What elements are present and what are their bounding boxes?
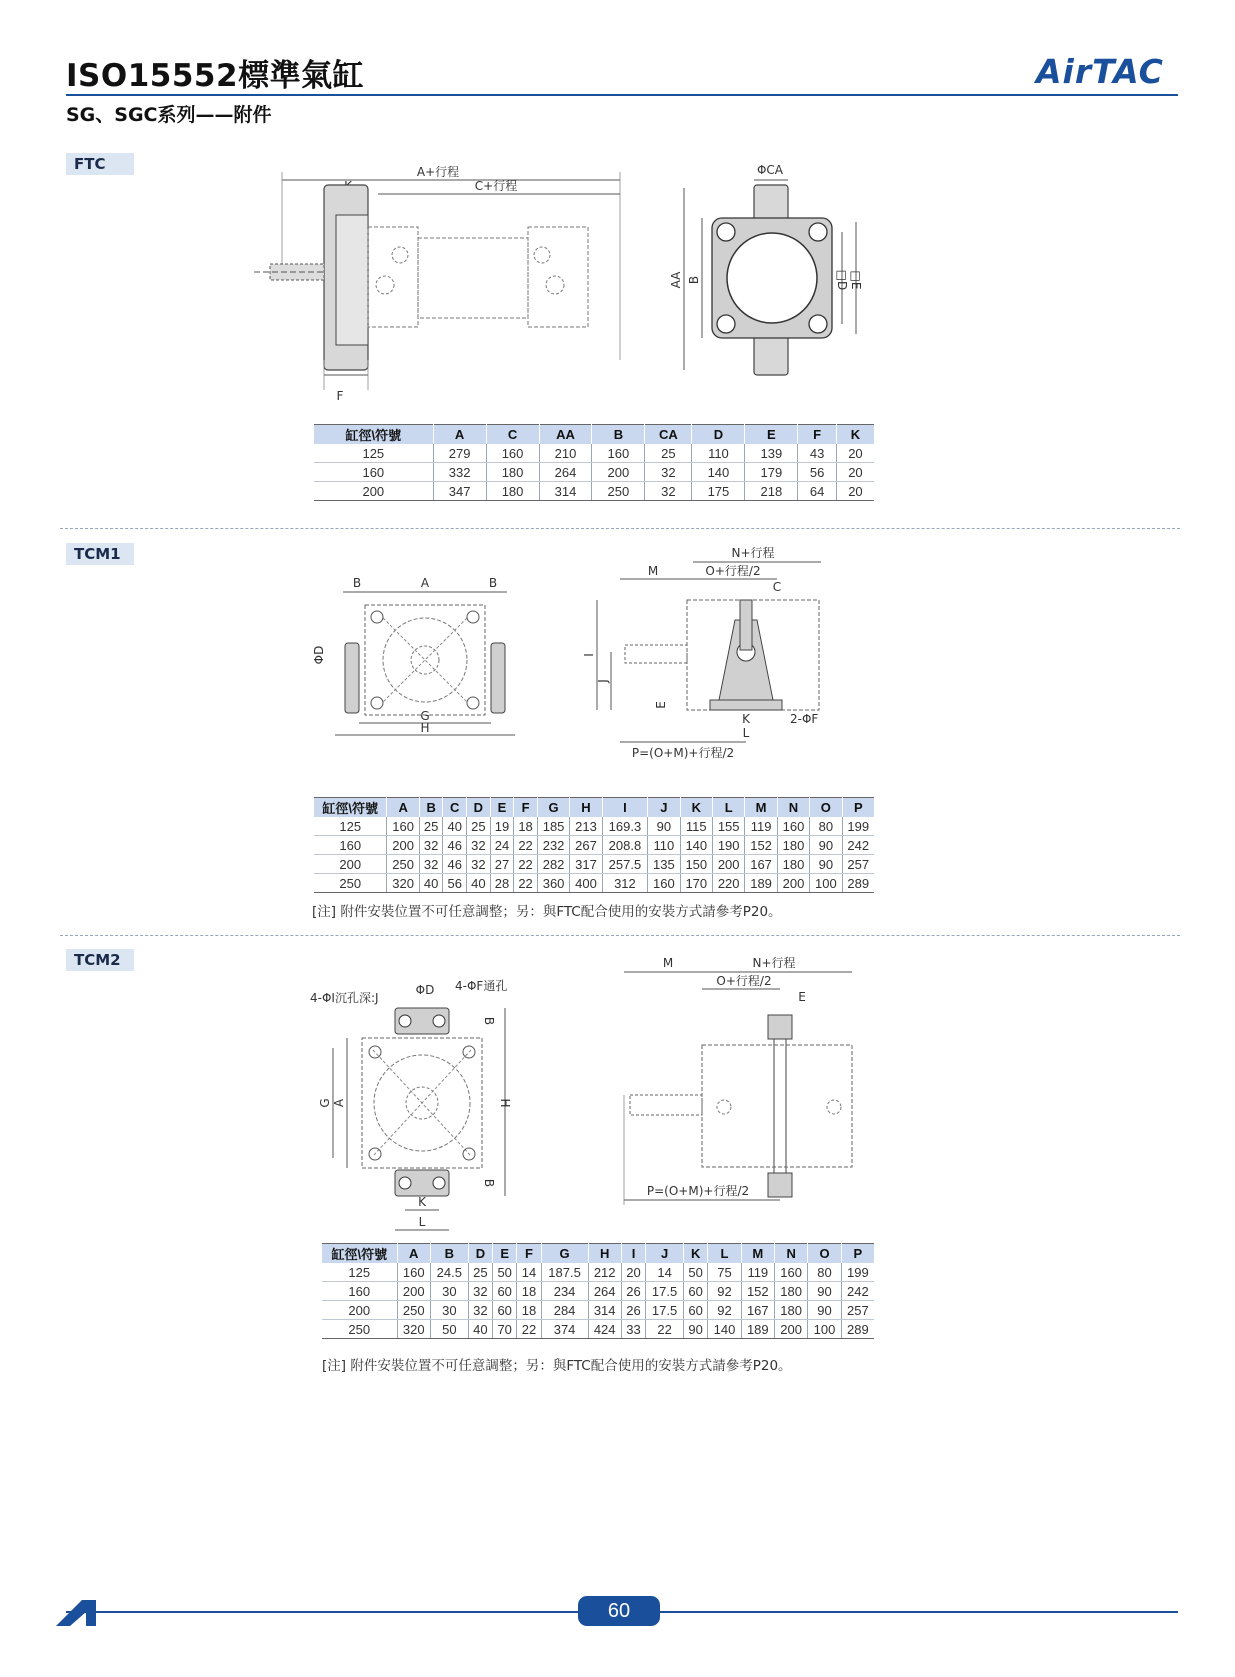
table-cell: 218 <box>745 482 798 501</box>
ftc-header-cell: A <box>433 425 486 445</box>
ftc-header-cell: 缸徑\符號 <box>314 425 433 445</box>
table-cell: 314 <box>539 482 592 501</box>
table-cell: 40 <box>467 874 491 893</box>
table-cell: 347 <box>433 482 486 501</box>
table-cell: 56 <box>443 874 467 893</box>
ftc-dim-f: F <box>336 389 344 403</box>
table-cell: 100 <box>808 1320 841 1339</box>
tcm2-header-cell: L <box>708 1244 741 1264</box>
table-cell: 180 <box>774 1301 807 1320</box>
table-cell: 125 <box>314 817 387 836</box>
tcm1-header-cell: G <box>537 798 569 818</box>
table-cell: 160 <box>486 444 539 463</box>
table-cell: 90 <box>808 1282 841 1301</box>
ftc-dim-e: □E <box>849 270 863 290</box>
table-cell: 185 <box>537 817 569 836</box>
ftc-header-cell: AA <box>539 425 592 445</box>
table-cell: 60 <box>684 1282 708 1301</box>
table-cell: 424 <box>588 1320 621 1339</box>
tcm2-header-cell: M <box>741 1244 774 1264</box>
header-rule <box>66 94 1178 96</box>
table-cell: 30 <box>430 1282 468 1301</box>
table-cell: 257 <box>842 855 874 874</box>
table-cell: 18 <box>517 1282 541 1301</box>
tcm2-dim-b-top: B <box>482 1016 496 1026</box>
table-cell: 242 <box>842 836 874 855</box>
tcm2-header-cell: 缸徑\符號 <box>322 1244 397 1264</box>
table-cell: 150 <box>680 855 712 874</box>
tcm2-note: [注] 附件安裝位置不可任意調整；另：與FTC配合使用的安裝方式請參考P20。 <box>322 1358 792 1374</box>
table-cell: 187.5 <box>541 1263 588 1282</box>
tcm2-dim-sink: 4-ΦI沉孔深:J <box>310 991 379 1005</box>
tcm1-dim-g: G <box>420 709 430 723</box>
section-tag-tcm1: TCM1 <box>66 543 134 565</box>
tcm1-header-cell: C <box>443 798 467 818</box>
table-row <box>314 482 874 501</box>
table-cell: 25 <box>645 444 692 463</box>
ftc-dim-ca: ΦCA <box>756 163 784 177</box>
table-cell: 314 <box>588 1301 621 1320</box>
table-cell: 170 <box>680 874 712 893</box>
table-cell: 242 <box>841 1282 874 1301</box>
table-cell: 320 <box>387 874 419 893</box>
table-cell: 200 <box>777 874 809 893</box>
table-row <box>322 1282 874 1301</box>
table-cell: 125 <box>322 1263 397 1282</box>
table-cell: 140 <box>692 463 745 482</box>
table-cell: 140 <box>680 836 712 855</box>
tcm1-header-cell: 缸徑\符號 <box>314 798 387 818</box>
table-cell: 32 <box>467 836 491 855</box>
table-cell: 400 <box>570 874 602 893</box>
table-row <box>314 463 874 482</box>
table-cell: 17.5 <box>646 1301 684 1320</box>
table-cell: 20 <box>621 1263 645 1282</box>
table-cell: 312 <box>602 874 648 893</box>
tcm1-dim-a: A <box>420 576 430 590</box>
table-cell: 90 <box>810 855 842 874</box>
ftc-header-cell: C <box>486 425 539 445</box>
table-cell: 210 <box>539 444 592 463</box>
tcm2-header-cell: J <box>646 1244 684 1264</box>
tcm1-dim-c: C <box>772 580 782 594</box>
tcm2-dim-g: G <box>318 1098 332 1108</box>
tcm2-header-cell: P <box>841 1244 874 1264</box>
table-cell: 32 <box>419 855 443 874</box>
table-cell: 25 <box>467 817 491 836</box>
table-cell: 160 <box>648 874 680 893</box>
table-cell: 80 <box>808 1263 841 1282</box>
tcm2-dim-l: L <box>418 1215 426 1229</box>
tcm2-header-cell: G <box>541 1244 588 1264</box>
tcm1-header-cell: B <box>419 798 443 818</box>
tcm1-side-drawing <box>582 545 865 765</box>
table-cell: 160 <box>322 1282 397 1301</box>
table-cell: 180 <box>486 482 539 501</box>
tcm2-header-cell: A <box>397 1244 430 1264</box>
page-title: ISO15552標準氣缸 <box>66 58 365 94</box>
table-cell: 200 <box>322 1301 397 1320</box>
tcm2-header-cell: B <box>430 1244 468 1264</box>
ftc-header-cell: CA <box>645 425 692 445</box>
table-cell: 80 <box>810 817 842 836</box>
table-cell: 32 <box>645 463 692 482</box>
table-cell: 320 <box>397 1320 430 1339</box>
table-cell: 267 <box>570 836 602 855</box>
tcm2-dim-through: 4-ΦF通孔 <box>455 979 508 993</box>
table-cell: 234 <box>541 1282 588 1301</box>
table-cell: 160 <box>397 1263 430 1282</box>
table-cell: 64 <box>798 482 837 501</box>
table-cell: 92 <box>708 1301 741 1320</box>
ftc-dim-aa: AA <box>669 271 683 289</box>
tcm1-header-cell: A <box>387 798 419 818</box>
tcm1-dim-f: 2-ΦF <box>790 712 819 726</box>
table-cell: 257 <box>841 1301 874 1320</box>
ftc-front-drawing <box>670 160 870 380</box>
table-cell: 250 <box>322 1320 397 1339</box>
footer-logo-icon <box>56 1598 106 1628</box>
tcm2-dim-h: H <box>498 1098 512 1108</box>
tcm1-header-cell: L <box>712 798 744 818</box>
table-cell: 32 <box>419 836 443 855</box>
table-cell: 119 <box>745 817 777 836</box>
table-cell: 189 <box>741 1320 774 1339</box>
tcm1-note: [注] 附件安裝位置不可任意調整；另：與FTC配合使用的安裝方式請參考P20。 <box>312 904 782 920</box>
table-cell: 264 <box>588 1282 621 1301</box>
table-cell: 180 <box>486 463 539 482</box>
tcm1-header-cell: I <box>602 798 648 818</box>
section-divider <box>60 528 1180 529</box>
table-row <box>322 1301 874 1320</box>
table-cell: 160 <box>387 817 419 836</box>
table-cell: 25 <box>468 1263 492 1282</box>
table-cell: 50 <box>430 1320 468 1339</box>
tcm1-dim-m: M <box>647 564 659 578</box>
table-cell: 135 <box>648 855 680 874</box>
tcm1-dim-k: K <box>742 712 750 726</box>
tcm1-spec-table <box>314 797 874 893</box>
table-cell: 60 <box>493 1282 517 1301</box>
tcm2-dim-m: M <box>662 956 674 970</box>
table-cell: 26 <box>621 1282 645 1301</box>
table-cell: 40 <box>419 874 443 893</box>
table-cell: 200 <box>592 463 645 482</box>
table-cell: 110 <box>648 836 680 855</box>
tcm1-dim-o: O+行程/2 <box>705 564 761 578</box>
tcm2-header-cell: D <box>468 1244 492 1264</box>
table-cell: 22 <box>517 1320 541 1339</box>
tcm1-header-cell: H <box>570 798 602 818</box>
table-cell: 189 <box>745 874 777 893</box>
tcm1-header-cell: D <box>467 798 491 818</box>
table-cell: 28 <box>490 874 514 893</box>
table-cell: 56 <box>798 463 837 482</box>
table-cell: 30 <box>430 1301 468 1320</box>
table-cell: 200 <box>774 1320 807 1339</box>
table-row <box>322 1263 874 1282</box>
tcm1-dim-j: J <box>596 679 610 683</box>
tcm1-dim-e: E <box>654 701 668 709</box>
table-cell: 289 <box>841 1320 874 1339</box>
table-cell: 119 <box>741 1263 774 1282</box>
table-cell: 90 <box>810 836 842 855</box>
tcm2-dim-p: P=(O+M)+行程/2 <box>646 1184 750 1198</box>
table-cell: 360 <box>537 874 569 893</box>
tcm1-header-cell: K <box>680 798 712 818</box>
ftc-header-cell: B <box>592 425 645 445</box>
table-cell: 220 <box>712 874 744 893</box>
tcm1-dim-b-right: B <box>488 576 498 590</box>
table-cell: 20 <box>836 444 874 463</box>
table-cell: 26 <box>621 1301 645 1320</box>
tcm2-spec-table <box>322 1243 874 1339</box>
table-cell: 160 <box>314 836 387 855</box>
table-row <box>314 444 874 463</box>
table-cell: 250 <box>592 482 645 501</box>
tcm2-front-drawing <box>305 978 545 1238</box>
tcm2-header-cell: F <box>517 1244 541 1264</box>
table-cell: 14 <box>517 1263 541 1282</box>
ftc-spec-table <box>314 424 874 501</box>
table-cell: 250 <box>314 874 387 893</box>
table-cell: 110 <box>692 444 745 463</box>
tcm1-header-cell: O <box>810 798 842 818</box>
table-cell: 200 <box>314 482 433 501</box>
table-cell: 20 <box>836 482 874 501</box>
tcm1-dim-h: H <box>420 721 430 735</box>
tcm2-header-cell: E <box>493 1244 517 1264</box>
brand-logo: AirTAC <box>1036 52 1164 91</box>
tcm1-dim-b-left: B <box>352 576 362 590</box>
table-cell: 22 <box>514 836 538 855</box>
tcm2-side-drawing <box>612 955 872 1220</box>
tcm2-header-cell: O <box>808 1244 841 1264</box>
table-cell: 180 <box>774 1282 807 1301</box>
table-cell: 24 <box>490 836 514 855</box>
tcm2-header-cell: N <box>774 1244 807 1264</box>
table-cell: 332 <box>433 463 486 482</box>
table-cell: 200 <box>397 1282 430 1301</box>
table-cell: 160 <box>774 1263 807 1282</box>
table-cell: 167 <box>745 855 777 874</box>
table-cell: 90 <box>808 1301 841 1320</box>
table-cell: 22 <box>646 1320 684 1339</box>
section-divider <box>60 935 1180 936</box>
table-cell: 43 <box>798 444 837 463</box>
table-cell: 317 <box>570 855 602 874</box>
ftc-dim-d: □D <box>835 269 849 291</box>
tcm2-dim-e: E <box>798 990 806 1004</box>
table-cell: 46 <box>443 836 467 855</box>
table-cell: 115 <box>680 817 712 836</box>
tcm1-header-cell: M <box>745 798 777 818</box>
table-cell: 160 <box>777 817 809 836</box>
table-cell: 374 <box>541 1320 588 1339</box>
table-row <box>314 874 874 893</box>
table-cell: 155 <box>712 817 744 836</box>
table-cell: 169.3 <box>602 817 648 836</box>
tcm2-dim-k: K <box>418 1195 426 1209</box>
table-cell: 100 <box>810 874 842 893</box>
section-tag-tcm2: TCM2 <box>66 949 134 971</box>
table-cell: 25 <box>419 817 443 836</box>
section-tag-ftc: FTC <box>66 153 134 175</box>
table-cell: 199 <box>842 817 874 836</box>
tcm1-dim-d: ΦD <box>312 645 326 665</box>
tcm1-header-cell: F <box>514 798 538 818</box>
tcm1-dim-l: L <box>742 726 750 740</box>
table-cell: 232 <box>537 836 569 855</box>
table-cell: 90 <box>684 1320 708 1339</box>
table-cell: 90 <box>648 817 680 836</box>
table-row <box>314 836 874 855</box>
tcm1-dim-p: P=(O+M)+行程/2 <box>631 746 735 760</box>
table-cell: 19 <box>490 817 514 836</box>
tcm1-header-cell: N <box>777 798 809 818</box>
table-cell: 46 <box>443 855 467 874</box>
table-cell: 50 <box>684 1263 708 1282</box>
table-cell: 250 <box>387 855 419 874</box>
table-cell: 22 <box>514 874 538 893</box>
table-cell: 289 <box>842 874 874 893</box>
table-cell: 190 <box>712 836 744 855</box>
table-cell: 213 <box>570 817 602 836</box>
tcm1-dim-i: I <box>582 653 596 657</box>
table-cell: 22 <box>514 855 538 874</box>
ftc-dim-c: C+行程 <box>474 179 518 193</box>
table-cell: 284 <box>541 1301 588 1320</box>
table-cell: 179 <box>745 463 798 482</box>
table-cell: 212 <box>588 1263 621 1282</box>
table-row <box>314 817 874 836</box>
table-cell: 199 <box>841 1263 874 1282</box>
table-cell: 180 <box>777 836 809 855</box>
table-cell: 27 <box>490 855 514 874</box>
tcm2-dim-n: N+行程 <box>752 956 796 970</box>
ftc-header-cell: D <box>692 425 745 445</box>
table-cell: 24.5 <box>430 1263 468 1282</box>
table-cell: 125 <box>314 444 433 463</box>
table-cell: 200 <box>712 855 744 874</box>
table-cell: 279 <box>433 444 486 463</box>
tcm1-header-cell: P <box>842 798 874 818</box>
table-cell: 264 <box>539 463 592 482</box>
table-cell: 32 <box>645 482 692 501</box>
ftc-header-cell: K <box>836 425 874 445</box>
table-cell: 60 <box>684 1301 708 1320</box>
table-cell: 32 <box>467 855 491 874</box>
tcm1-header-cell: J <box>648 798 680 818</box>
table-cell: 92 <box>708 1282 741 1301</box>
table-cell: 250 <box>397 1301 430 1320</box>
tcm2-header-cell: H <box>588 1244 621 1264</box>
table-cell: 40 <box>443 817 467 836</box>
table-cell: 160 <box>314 463 433 482</box>
table-cell: 167 <box>741 1301 774 1320</box>
tcm2-header-cell: I <box>621 1244 645 1264</box>
table-cell: 139 <box>745 444 798 463</box>
table-cell: 33 <box>621 1320 645 1339</box>
tcm2-dim-d: ΦD <box>415 983 435 997</box>
table-cell: 32 <box>468 1282 492 1301</box>
ftc-header-cell: E <box>745 425 798 445</box>
tcm1-dim-n: N+行程 <box>731 546 775 560</box>
table-cell: 152 <box>741 1282 774 1301</box>
table-cell: 18 <box>517 1301 541 1320</box>
tcm1-header-cell: E <box>490 798 514 818</box>
table-cell: 17.5 <box>646 1282 684 1301</box>
table-cell: 152 <box>745 836 777 855</box>
page-number: 60 <box>578 1596 660 1626</box>
table-cell: 257.5 <box>602 855 648 874</box>
table-row <box>322 1320 874 1339</box>
table-cell: 50 <box>493 1263 517 1282</box>
table-cell: 140 <box>708 1320 741 1339</box>
ftc-header-cell: F <box>798 425 837 445</box>
tcm2-header-cell: K <box>684 1244 708 1264</box>
table-cell: 282 <box>537 855 569 874</box>
table-cell: 200 <box>387 836 419 855</box>
table-row <box>314 855 874 874</box>
table-cell: 70 <box>493 1320 517 1339</box>
table-cell: 160 <box>592 444 645 463</box>
table-cell: 40 <box>468 1320 492 1339</box>
table-cell: 20 <box>836 463 874 482</box>
table-cell: 14 <box>646 1263 684 1282</box>
table-cell: 208.8 <box>602 836 648 855</box>
table-cell: 75 <box>708 1263 741 1282</box>
tcm2-dim-b-bottom: B <box>482 1178 496 1188</box>
table-cell: 18 <box>514 817 538 836</box>
table-cell: 175 <box>692 482 745 501</box>
ftc-dim-b: B <box>687 275 701 285</box>
table-cell: 60 <box>493 1301 517 1320</box>
tcm1-front-drawing <box>312 575 540 745</box>
tcm2-dim-a: A <box>332 1098 346 1108</box>
tcm2-dim-o: O+行程/2 <box>716 974 772 988</box>
table-cell: 32 <box>468 1301 492 1320</box>
table-cell: 200 <box>314 855 387 874</box>
ftc-dim-a: A+行程 <box>416 165 460 179</box>
page-subtitle: SG、SGC系列——附件 <box>66 104 272 126</box>
table-cell: 180 <box>777 855 809 874</box>
